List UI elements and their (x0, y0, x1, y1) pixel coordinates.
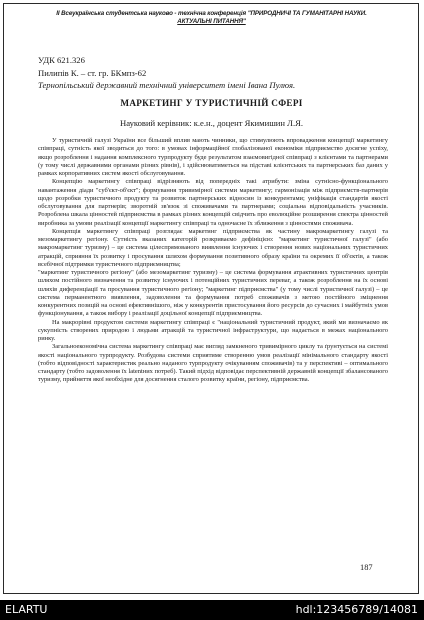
paragraph: Концепцію маркетингу співпраці відрізняють від попередніх такі атрибути: зміна сутнісно-функціонального навантаження діади "суб'єкт-об'єкт"; формування тривимірної системи маркетингу; гармонізація між підприємств-партнерів щодо розробки туристичного продукту та розвиток партнерських відносин із конкурентами; уніфікація стандартів якості обслуговування для партнерів; зворотній зв'язок зі споживачами та партнерами; соціальна відповідальність учасників. Розроблена шкала цінностей підприємства в рамках різних концепцій свідчить про еволюційне розширення спектра цінностей виробника за умови реалізації концепції маркетингу співпраці та одночасне їх зближення з цінностями споживача. (38, 178, 388, 227)
page-number: 187 (360, 563, 373, 572)
paragraph: У туристичній галузі України все більший вплив мають чинники, що стимулюють впровадження концепції маркетингу співпраці, сутність якої зводиться до того: в умовах інформаційної глобалізованої економіки підприємство досягне успіху, якщо розроблення і надання комплексного турпродукту буде результатом взаємовигідної співпраці з клієнтами та партнерами (у тому числі державними органами різних рівнів), і здійснюватиметься на підставі клієнтських та партнерських баз даних у рамках корпоративних систем якості обслуговування. (38, 137, 388, 177)
paragraph: Концепція маркетингу співпраці розглядає маркетинг підприємства як частину макромаркетингу галузі та мезомаркетингу регіону. Сутність вказаних категорій розкриваємо дефініцією: "маркетинг туристичної галузі" (або макромаркетинг туризму) – це система цілеспрямованого виявлення існуючих і створення нових національних туристичних атракцій, сприяння їх розвитку і просування шляхом формування позитивного образу країни та окремих її об'єктів, а також всебічної підтримки туристичного підприємництва; (38, 227, 388, 268)
author-line: Пилипів К. – ст. гр. БКмпз-62 (38, 67, 147, 78)
repository-footer (0, 600, 424, 620)
paragraph: Загальноекономічна система маркетингу співпраці має вигляд замкненого тривимірного циклу та ґрунтується на системі якості національного турпродукту. Розбудова системи сприятиме створенню умов реалізації мінімального стандарту якості (тобто відповідності характеристик реально наданого турпродукту очікуванням споживачів) та у перспективі – оптимального стандарту (тобто задоволення їх latentних потреб). Такий підхід відповідає перспективній державній концепції збалансованого туризму, прийняття якої необхідне для досягнення сталого розвитку країни, регіону, підприємства. (38, 343, 388, 384)
repository-name: ELARTU (5, 603, 48, 616)
affiliation-line: Тернопільський державний технічний університет імені Івана Пулюя. (38, 80, 296, 90)
article-body (38, 137, 388, 385)
article-title: МАРКЕТИНГ У ТУРИСТИЧНІЙ СФЕРІ (120, 98, 303, 108)
conference-line-2: АКТУАЛЬНІ ПИТАННЯ" (177, 17, 246, 25)
supervisor-line: Науковий керівник: к.е.н., доцент Якимишин Л.Я. (119, 118, 304, 128)
handle-id[interactable]: hdl:123456789/14081 (295, 603, 418, 616)
conference-line-1: ІІ Всеукраїнська студентська науково - технічна конференція "ПРИРОДНИЧІ ТА ГУМАНІТАРНІ НАУКИ. (56, 10, 367, 17)
paragraph: На макрорівні продуктом системи маркетингу співпраці є "національний туристичний продукт, який ми визначаємо як сукупність створених природою і людьми атракцій та туристичної інфраструктури, що надається в межах національного ринку. (38, 318, 388, 342)
conference-header (20, 10, 403, 25)
udk-code: УДК 621.326 (38, 55, 85, 65)
article-meta (38, 54, 398, 92)
paragraph: "маркетинг туристичного регіону" (або мезомаркетинг туризму) – це система формування атрактивних туристичних центрів шляхом постійного визначення та розвитку існуючих і потенційних туристичних переваг, а також розроблення на їх основі шляхів диференціації та просування туристичного регіону; "маркетинг підприємства" (у тому числі туристичної галузі) – це система перманентного виявлення, задоволення та формування потреб споживачів з метою постійного зміцнення конкурентних позицій на основі ефективнішого, ніж у конкурентів пристосування його ресурсів до сучасних і майбутніх умов функціонування, а також вибору і реалізації доцільної концепції підприємництва. (38, 269, 388, 318)
